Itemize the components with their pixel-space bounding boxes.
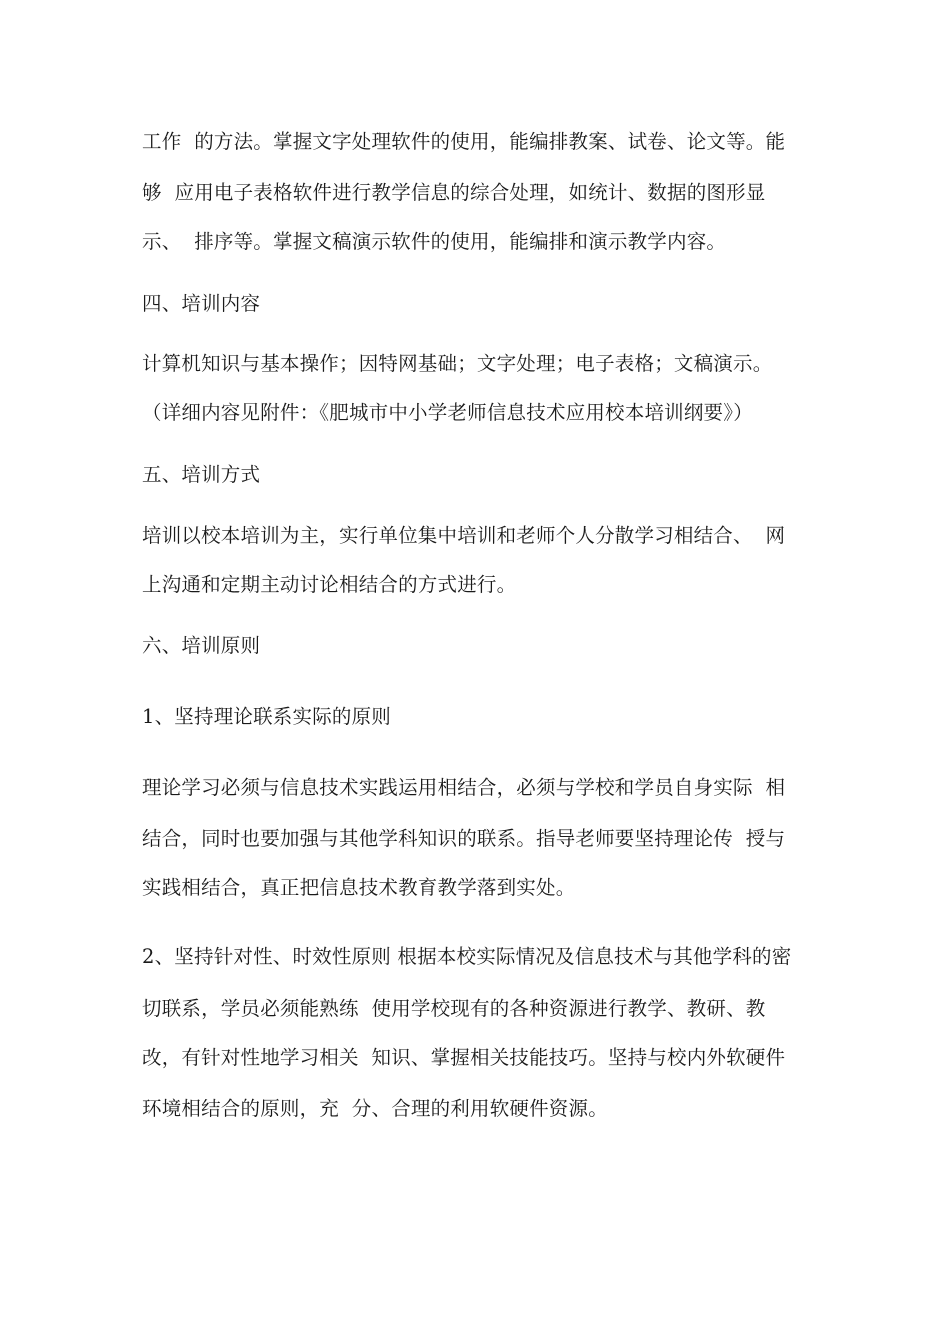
section-heading-principles: 六、培训原则 xyxy=(142,634,261,657)
paragraph-line: 结合，同时也要加强与其他学科知识的联系。指导老师要坚持理论传 授与 xyxy=(142,827,786,850)
paragraph-line: 环境相结合的原则，充 分、合理的利用软硬件资源。 xyxy=(142,1097,608,1120)
paragraph-line: 切联系，学员必须能熟练 使用学校现有的各种资源进行教学、教研、教 xyxy=(142,997,766,1020)
paragraph-line: 计算机知识与基本操作；因特网基础；文字处理；电子表格；文稿演示。 xyxy=(142,352,773,375)
paragraph-line: 改，有针对性地学习相关 知识、掌握相关技能技巧。坚持与校内外软硬件 xyxy=(142,1046,786,1069)
paragraph-line: 上沟通和定期主动讨论相结合的方式进行。 xyxy=(142,573,517,596)
section-heading-mode: 五、培训方式 xyxy=(142,463,261,486)
paragraph-line: 示、 排序等。掌握文稿演示软件的使用，能编排和演示教学内容。 xyxy=(142,230,727,253)
subheading-principle-1: 1、坚持理论联系实际的原则 xyxy=(142,705,392,728)
paragraph-line: 工作 的方法。掌握文字处理软件的使用，能编排教案、试卷、论文等。能 xyxy=(142,130,786,153)
paragraph-line: 培训以校本培训为主，实行单位集中培训和老师个人分散学习相结合、 网 xyxy=(142,524,786,547)
paragraph-line: 够 应用电子表格软件进行教学信息的综合处理，如统计、数据的图形显 xyxy=(142,181,766,204)
paragraph-line: 实践相结合，真正把信息技术教育教学落到实处。 xyxy=(142,876,576,899)
paragraph-line: 理论学习必须与信息技术实践运用相结合，必须与学校和学员自身实际 相 xyxy=(142,776,786,799)
paragraph-line: 2、坚持针对性、时效性原则 根据本校实际情况及信息技术与其他学科的密 xyxy=(142,945,792,968)
paragraph-line: （详细内容见附件：《肥城市中小学老师信息技术应用校本培训纲要》） xyxy=(142,401,753,424)
section-heading-content: 四、培训内容 xyxy=(142,292,261,315)
